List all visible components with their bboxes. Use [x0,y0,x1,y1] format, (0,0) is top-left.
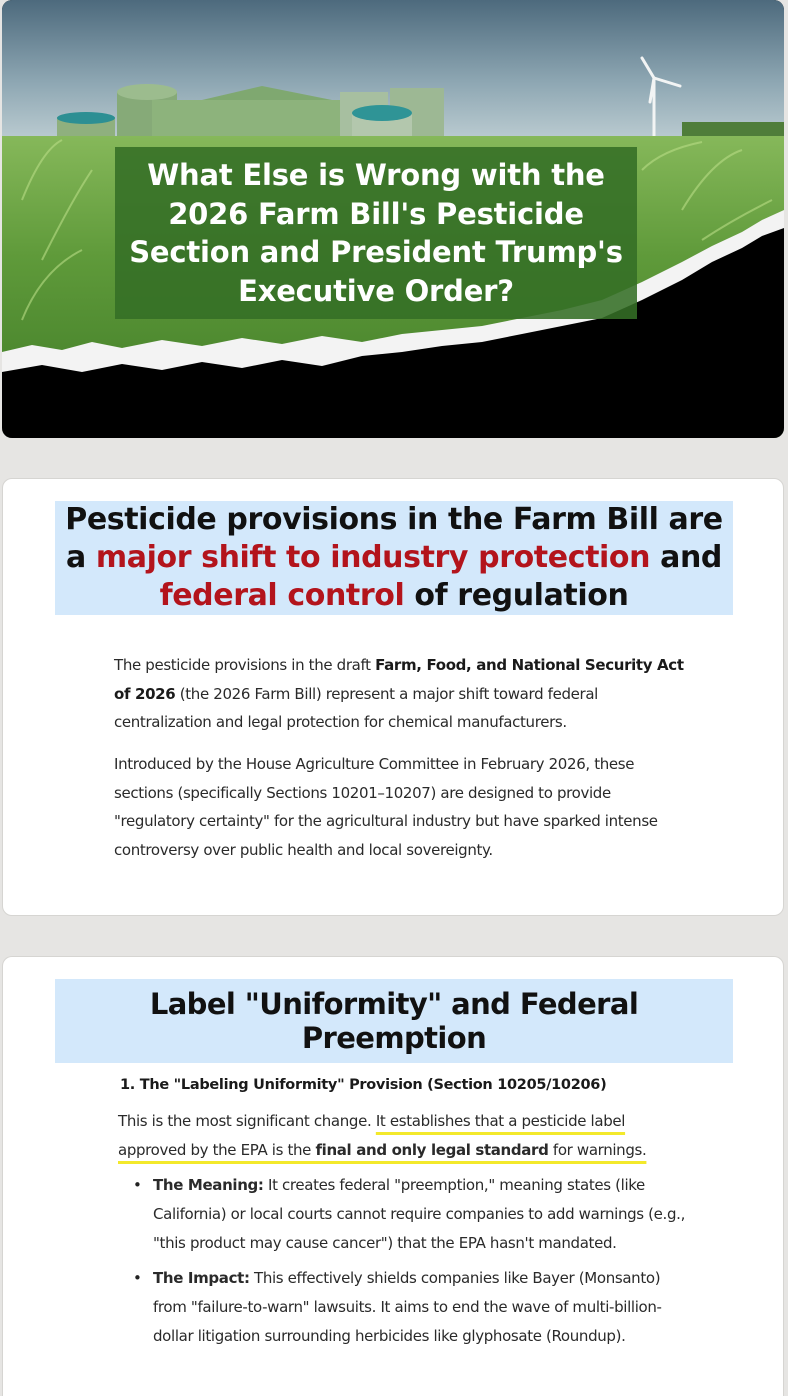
p1-text-1: The pesticide provisions in the draft [114,656,376,674]
p1-bold-act-name: Farm, Food, and National Security Act of 2026 [114,656,684,703]
p1-text-2: (the 2026 Farm Bill) represent a major shift toward federal centralization and legal protection for chemical manufacturers. [114,684,598,731]
headline-part2: and [650,540,722,575]
intro-card [2,478,784,916]
intro-highlight-2: approved by the EPA is the [118,1141,316,1159]
headline-part1: Pesticide provisions in the Farm Bill are a [65,502,723,575]
intro-highlight-1: It establishes that a pesticide label [375,1112,626,1130]
bullet-label: The Impact: [153,1269,250,1287]
hero-title: What Else is Wrong with the 2026 Farm Bill's Pesticide Section and President Trump's Executive Order? [115,147,637,319]
section2-subheading: 1. The "Labeling Uniformity" Provision (Section 10205/10206) [120,1077,607,1093]
list-item [133,1264,693,1351]
intro-highlight-3: for warnings. [548,1141,647,1159]
bullet-text: It creates federal "preemption," meaning states (like California) or local courts cannot require companies to add warnings (e.g., "this product may cause cancer") that the EPA hasn't mandated. [153,1176,685,1252]
headline-red2: federal control [159,578,405,613]
intro-highlight-bold: final and only legal standard [315,1141,549,1159]
bullet-list [133,1171,693,1357]
headline-red1: major shift to industry protection [95,540,651,575]
hero-banner [2,0,784,438]
section2-intro [118,1107,678,1165]
section2-headline: Label "Uniformity" and Federal Preemption [55,979,733,1063]
section1-headline [55,501,733,615]
bullet-label: The Meaning: [153,1176,264,1194]
list-item [133,1171,693,1258]
paragraph-2: Introduced by the House Agriculture Committee in February 2026, these sections (specifically Sections 10201–10207) are designed to provide "regulatory certainty" for the agricultural industry but have sparked intense controversy over public health and local sovereignty. [114,755,658,859]
preemption-card [2,956,784,1396]
headline-part3: of regulation [404,578,629,613]
paragraph-1 [114,651,694,737]
bullet-text: This effectively shields companies like Bayer (Monsanto) from "failure-to-warn" lawsuits. It aims to end the wave of multi-billion-dollar litigation surrounding herbicides like glyphosate (Roundup). [153,1269,662,1345]
intro-text: This is the most significant change. [118,1112,376,1130]
